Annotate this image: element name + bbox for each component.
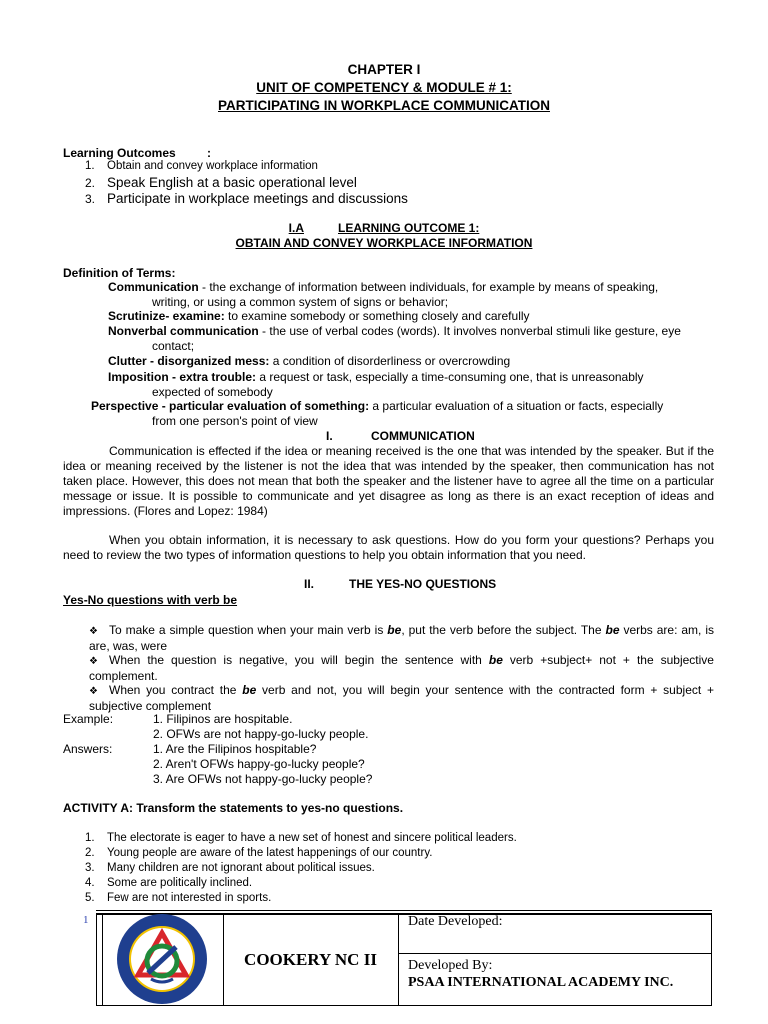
bullet-text: When the question is negative, you will begin the sentence with xyxy=(109,653,489,667)
bullet-item xyxy=(89,653,714,684)
example-item: 1. Filipinos are hospitable. xyxy=(153,712,293,726)
diamond-bullet-icon: ❖ xyxy=(89,686,98,697)
lo1-subheading-text: OBTAIN AND CONVEY WORKPLACE INFORMATION xyxy=(235,236,533,250)
learning-outcome-item xyxy=(85,160,318,172)
section-1-heading: COMMUNICATION xyxy=(371,429,475,443)
bullet-text: To make a simple question when your main verb is xyxy=(109,623,388,637)
list-number: 5. xyxy=(85,892,95,904)
course-name: COOKERY NC II xyxy=(244,950,377,969)
learning-outcome-item xyxy=(85,175,357,190)
definitions-label xyxy=(63,266,175,280)
list-text: Some are politically inclined. xyxy=(107,877,253,889)
definition-text: a particular evaluation of a situation or facts, especially xyxy=(369,399,664,413)
diamond-bullet-icon: ❖ xyxy=(89,626,98,637)
answer-item: 3. Are OFWs not happy-go-lucky people? xyxy=(153,772,373,786)
definition-text: - the exchange of information between individuals, for example by means of speaking, xyxy=(198,280,659,294)
definition-text: a condition of disorderliness or overcrowding xyxy=(269,354,511,368)
diamond-bullet-icon: ❖ xyxy=(89,656,98,667)
definition-nonverbal xyxy=(108,324,714,339)
section-1-number: I. xyxy=(326,429,333,443)
list-text: Participate in workplace meetings and discussions xyxy=(107,191,408,206)
school-logo xyxy=(104,913,220,1005)
activity-item xyxy=(85,876,252,891)
list-number: 2. xyxy=(85,847,95,859)
learning-outcomes-label xyxy=(63,146,211,160)
section-2-subheading: Yes-No questions with verb be xyxy=(63,593,238,607)
definition-continuation: expected of somebody xyxy=(152,385,273,399)
list-number: 2. xyxy=(85,176,96,190)
term: Perspective - particular evaluation of something: xyxy=(91,399,370,413)
bullet-text: When you contract the xyxy=(109,683,243,697)
communication-paragraph: Communication is effected if the idea or meaning received is the one that was intended by the speaker. But if the idea or meaning received by the listener is not the idea that was intended by the speaker, then communication has not taken place. However, this does not mean that both the speaker and the listener have to agree all the time on a particular message or issue. It is possible to communicate and yet disagree as long as there is an exact reception of ideas and impressions. (Flores and Lopez: 1984) xyxy=(63,444,714,518)
definition-text: - the use of verbal codes (words). It involves nonverbal stimuli like gesture, eye xyxy=(258,324,681,338)
term: Imposition - extra trouble: xyxy=(108,370,257,384)
footer-rule xyxy=(398,953,711,954)
developed-by-label: Developed By: xyxy=(408,958,493,973)
answer-item: 2. Aren't OFWs happy-go-lucky people? xyxy=(153,757,365,771)
questions-paragraph: When you obtain information, it is necessary to ask questions. How do you form your questions? Perhaps you need to review the two types of information questions to help you obtain information that you need. xyxy=(63,533,714,562)
unit-title-text: UNIT OF COMPETENCY & MODULE # 1: xyxy=(256,80,512,95)
definition-clutter xyxy=(108,354,510,369)
bullet-text: verbs are: am, is are, was, were xyxy=(89,623,714,653)
list-number: 3. xyxy=(85,862,95,874)
school-seal-icon xyxy=(104,913,220,1005)
learning-outcomes-text: Learning Outcomes xyxy=(63,146,176,160)
lo1-number: I.A xyxy=(288,221,304,235)
bullet-text: verb and not, you will begin your sentence with the contracted form + subject + subjective complement xyxy=(89,683,714,713)
lo1-heading xyxy=(0,221,768,235)
activity-item xyxy=(85,831,517,846)
emphasis-be: be xyxy=(242,683,257,697)
learning-outcomes-colon: : xyxy=(207,146,212,160)
bullet-item xyxy=(89,683,714,714)
term: Nonverbal communication xyxy=(108,324,259,338)
activity-heading: ACTIVITY A: Transform the statements to yes-no questions. xyxy=(63,801,404,815)
example-label: Example: xyxy=(63,712,114,726)
answer-item: 1. Are the Filipinos hospitable? xyxy=(153,742,317,756)
bullet-text: , put the verb before the subject. The xyxy=(401,623,606,637)
example-item: 2. OFWs are not happy-go-lucky people. xyxy=(153,727,369,741)
definitions-label-text: Definition of Terms: xyxy=(63,266,176,280)
activity-item xyxy=(85,861,375,876)
bullet-text: verb +subject+ not + the subjective complement. xyxy=(89,653,714,683)
definition-imposition xyxy=(108,370,714,385)
definition-text: a request or task, especially a time-consuming one, that is unreasonably xyxy=(256,370,644,384)
lo1-subheading xyxy=(0,236,768,250)
lo1-title: LEARNING OUTCOME 1: xyxy=(338,221,480,235)
footer-rule xyxy=(102,913,103,1005)
learning-outcome-item xyxy=(85,191,408,206)
definition-text: to examine somebody or something closely and carefully xyxy=(224,309,530,323)
module-title-text: PARTICIPATING IN WORKPLACE COMMUNICATION xyxy=(218,98,550,113)
term: Communication xyxy=(108,280,199,294)
list-text: Few are not interested in sports. xyxy=(107,892,272,904)
term: Clutter - disorganized mess: xyxy=(108,354,270,368)
activity-item xyxy=(85,891,271,906)
list-number: 1. xyxy=(85,160,95,172)
footer-rule xyxy=(96,910,712,911)
list-number: 1. xyxy=(85,832,95,844)
definition-continuation: writing, or using a common system of signs or behavior; xyxy=(152,295,449,309)
list-number: 4. xyxy=(85,877,95,889)
answers-label: Answers: xyxy=(63,742,113,756)
developer-name: PSAA INTERNATIONAL ACADEMY INC. xyxy=(408,975,674,990)
definition-communication xyxy=(108,280,714,295)
list-number: 3. xyxy=(85,192,96,206)
emphasis-be: be xyxy=(605,623,620,637)
list-text: Many children are not ignorant about political issues. xyxy=(107,862,375,874)
unit-title xyxy=(0,80,768,95)
footer-rule xyxy=(711,913,712,1005)
list-text: The electorate is eager to have a new set of honest and sincere political leaders. xyxy=(107,832,517,844)
footer-rule xyxy=(96,1005,712,1006)
definition-perspective xyxy=(91,399,714,414)
section-2-heading: THE YES-NO QUESTIONS xyxy=(349,577,497,591)
emphasis-be: be xyxy=(488,653,503,667)
footer-rule xyxy=(96,913,97,1005)
bullet-item xyxy=(89,623,714,654)
module-title xyxy=(0,98,768,113)
chapter-title: CHAPTER I xyxy=(347,62,421,77)
list-text: Young people are aware of the latest happenings of our country. xyxy=(107,847,433,859)
section-2-number: II. xyxy=(304,577,315,591)
footer-rule xyxy=(398,913,399,1005)
list-text: Speak English at a basic operational level xyxy=(107,175,357,190)
activity-item xyxy=(85,846,432,861)
definition-continuation: contact; xyxy=(152,339,195,353)
term: Scrutinize- examine: xyxy=(108,309,225,323)
emphasis-be: be xyxy=(387,623,402,637)
date-developed-label: Date Developed: xyxy=(408,914,503,929)
definition-scrutinize xyxy=(108,309,530,324)
definition-continuation: from one person's point of view xyxy=(152,414,318,428)
list-text: Obtain and convey workplace information xyxy=(107,160,318,172)
page-number: 1 xyxy=(83,914,89,926)
